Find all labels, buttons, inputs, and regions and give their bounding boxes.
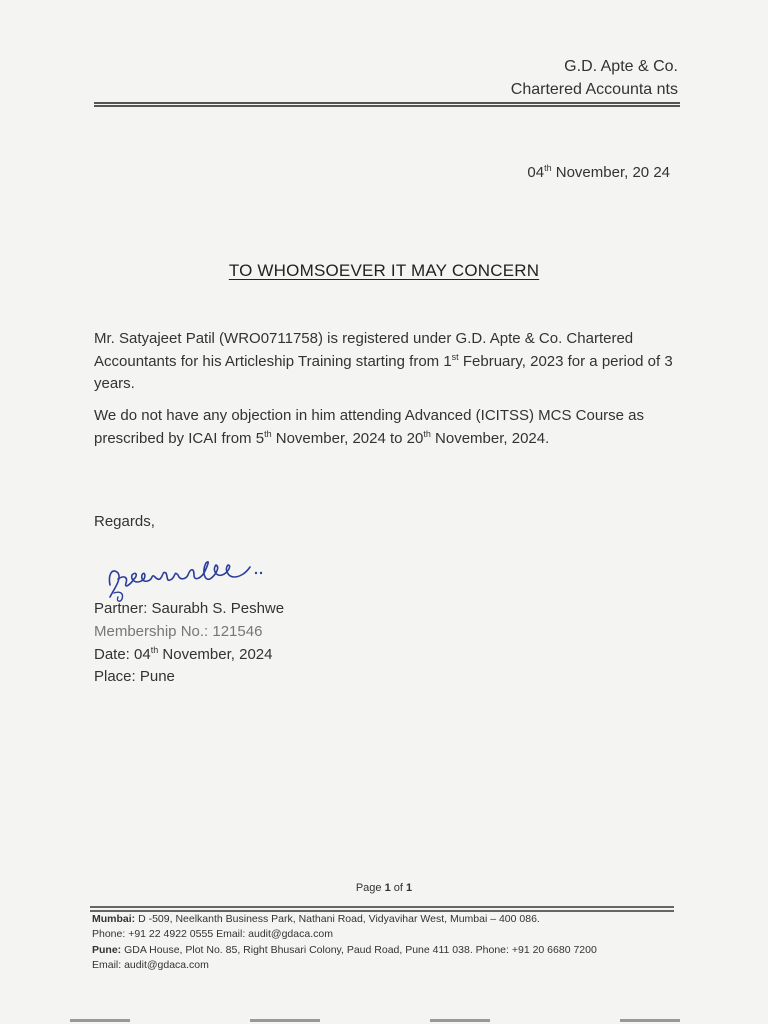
header-rule — [94, 102, 680, 107]
paragraph-no-objection — [94, 405, 674, 450]
paragraph-registration — [94, 328, 674, 396]
para1-sup: st — [451, 351, 459, 362]
footer-mumbai-address-text: D -509, Neelkanth Business Park, Nathani Road, Vidyavihar West, Mumbai – 400 086. — [135, 913, 540, 925]
letter-heading-text: TO WHOMSOEVER IT MAY CONCERN — [228, 261, 540, 280]
footer-rule — [90, 906, 674, 912]
scan-edge-marks — [0, 1015, 768, 1024]
page-of: of — [393, 882, 403, 894]
para2-text-a: We do not have any objection in him attending Advanced (ICITSS) MCS Course as prescribed by ICAI from 5 — [94, 407, 645, 447]
page-current: 1 — [384, 882, 391, 894]
regards: Regards, — [94, 513, 155, 530]
para2-text-c: November, 2024. — [430, 429, 550, 447]
partner-name: Partner: Saurabh S. Peshwe — [94, 600, 285, 617]
firm-subtitle: Chartered Accounta nts — [510, 81, 678, 98]
para2-sup2: th — [423, 428, 431, 439]
signature — [100, 545, 270, 605]
letter-date-suffix: th — [544, 163, 552, 173]
letter-date-day: 04 — [527, 164, 545, 181]
page-total: 1 — [406, 882, 413, 894]
para1-text-a: Mr. Satyajeet Patil (WRO0711758) is registered under G.D. Apte & Co. Chartered Accountants for his Articleship Training starting from 1 — [94, 330, 634, 370]
footer-pune-contact: Email: audit@gdaca.com — [92, 959, 209, 971]
footer-pune-address-text: GDA House, Plot No. 85, Right Bhusari Colony, Paud Road, Pune 411 038. Phone: +91 20 6680 7200 — [121, 944, 597, 956]
letter-date — [527, 164, 670, 181]
para2-sup1: th — [264, 428, 272, 439]
footer-mumbai-label: Mumbai: — [92, 913, 136, 925]
signature-date-sup: th — [150, 645, 159, 655]
signature-place: Place: Pune — [94, 668, 175, 685]
page-label: Page — [355, 882, 382, 894]
footer-mumbai-contact: Phone: +91 22 4922 0555 Email: audit@gdaca.com — [92, 928, 333, 940]
footer-mumbai-address — [92, 913, 540, 925]
signature-date-prefix: Date: 04 — [94, 646, 151, 663]
signature-date — [94, 646, 272, 663]
firm-name: G.D. Apte & Co. — [564, 58, 678, 75]
footer-pune-address — [92, 944, 597, 956]
page-number — [0, 882, 768, 894]
para1-text-b: February, 2023 for a period of 3 years. — [94, 352, 673, 392]
signature-date-rest: November, 2024 — [158, 646, 273, 663]
footer-pune-label: Pune: — [92, 944, 122, 956]
letter-heading — [0, 261, 768, 281]
para2-text-b: November, 2024 to 20 — [271, 429, 424, 447]
membership-number: Membership No.: 121546 — [94, 623, 263, 640]
letter-date-rest: November, 20 24 — [551, 164, 670, 181]
